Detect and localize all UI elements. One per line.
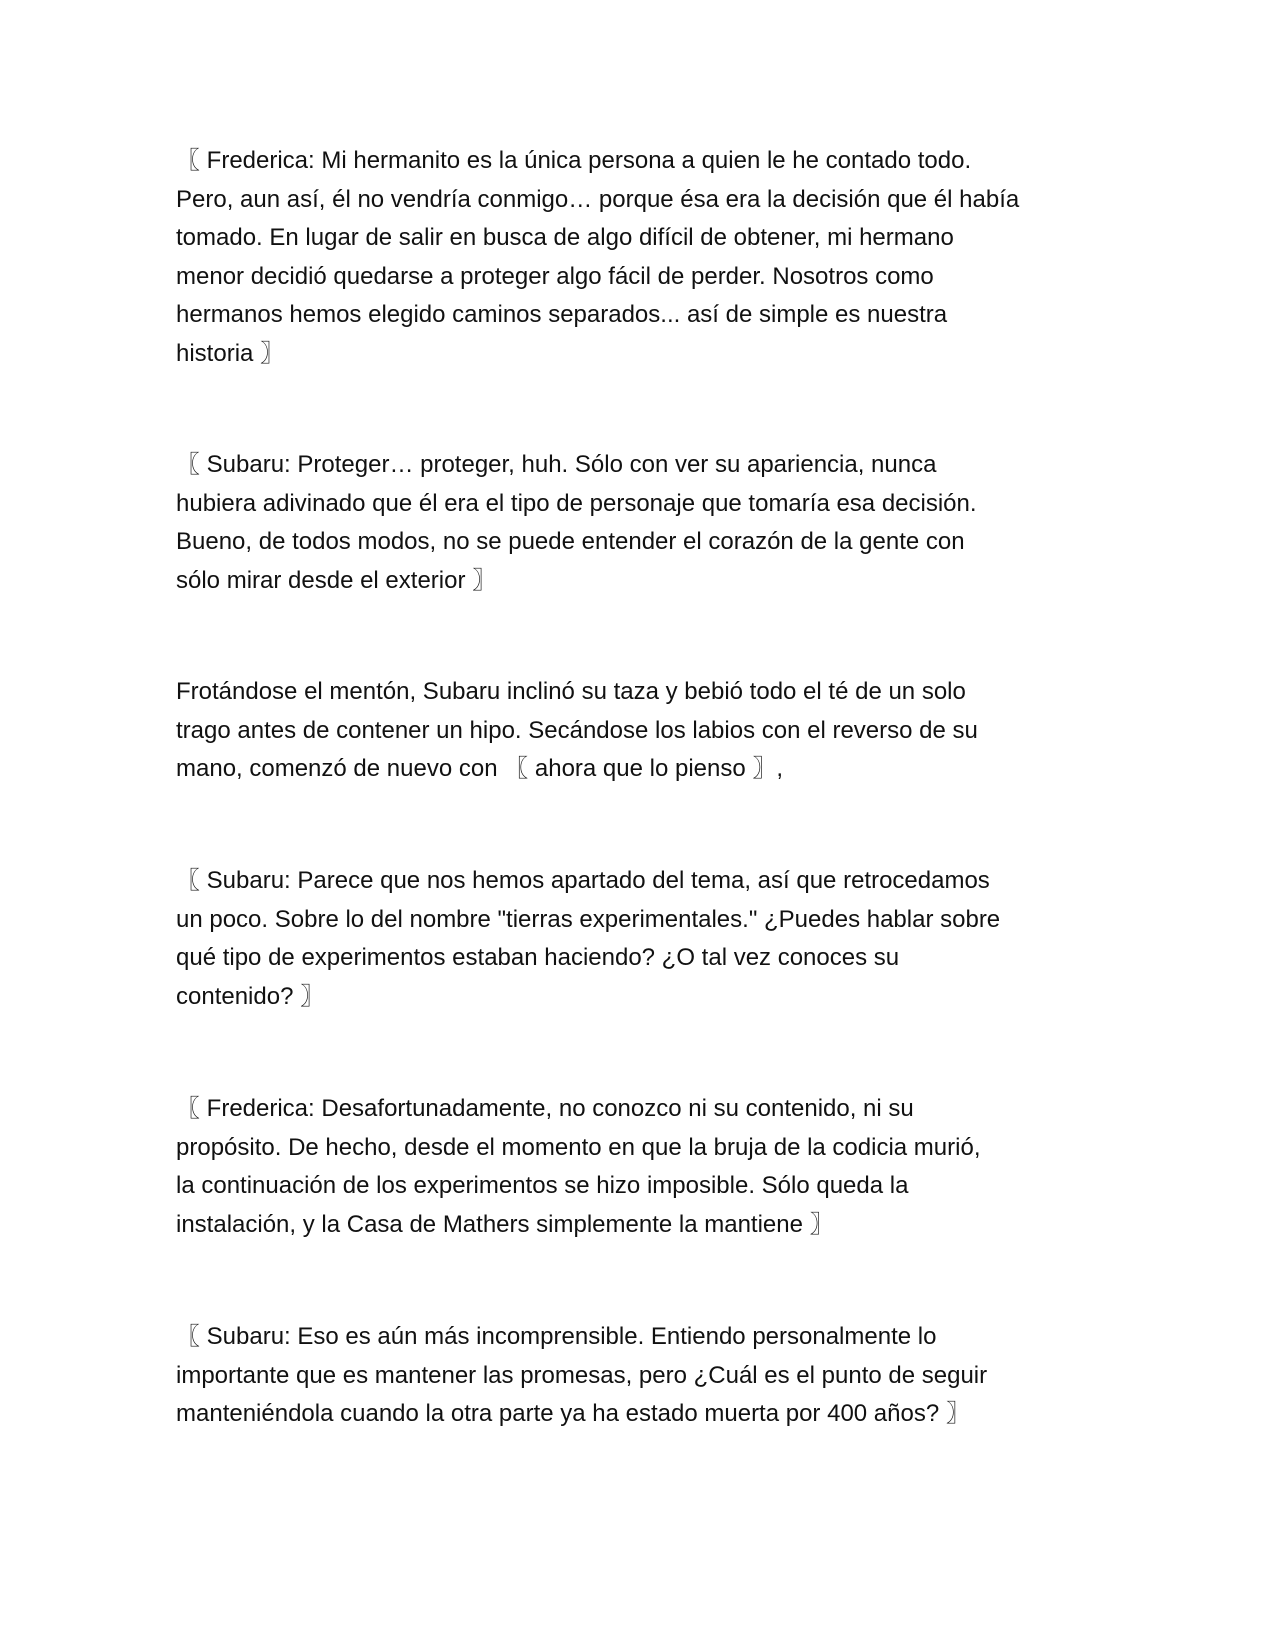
text-line: sólo mirar desde el exterior 〗	[176, 566, 497, 594]
text-line: hermanos hemos elegido caminos separados... así de simple es nuestra	[176, 301, 948, 328]
text-line: 〖 Subaru: Proteger… proteger, huh. Sólo con ver su apariencia, nunca	[176, 451, 937, 478]
text-line: tomado. En lugar de salir en busca de algo difícil de obtener, mi hermano	[176, 224, 954, 251]
text-line: Pero, aun así, él no vendría conmigo… porque ésa era la decisión que él había	[176, 185, 1020, 213]
text-line: instalación, y la Casa de Mathers simplemente la mantiene 〗	[176, 1210, 834, 1238]
paragraph-frederica-unknown	[176, 1090, 1096, 1244]
text-line: historia 〗	[176, 339, 285, 367]
text-line: Bueno, de todos modos, no se puede entender el corazón de la gente con	[176, 528, 965, 555]
text-line: mano, comenzó de nuevo con 〖 ahora que lo pienso 〗,	[176, 755, 784, 782]
text-line: 〖 Frederica: Desafortunadamente, no conozco ni su contenido, ni su	[176, 1095, 914, 1122]
paragraph-subaru-promises	[176, 1318, 1096, 1434]
text-line: menor decidió quedarse a proteger algo fácil de perder. Nosotros como	[176, 262, 934, 290]
text-line: Frotándose el mentón, Subaru inclinó su taza y bebió todo el té de un solo	[176, 678, 966, 705]
text-line: hubiera adivinado que él era el tipo de personaje que tomaría esa decisión.	[176, 489, 977, 517]
paragraph-subaru-experiments	[176, 862, 1096, 1016]
text-line: 〖 Subaru: Eso es aún más incomprensible. Entiendo personalmente lo	[176, 1323, 937, 1350]
text-line: contenido? 〗	[176, 982, 325, 1010]
text-line: un poco. Sobre lo del nombre "tierras experimentales." ¿Puedes hablar sobre	[176, 905, 1001, 933]
paragraph-frederica-brother	[176, 142, 1096, 373]
text-line: qué tipo de experimentos estaban haciendo? ¿O tal vez conoces su	[176, 944, 900, 971]
text-line: manteniéndola cuando la otra parte ya ha estado muerta por 400 años? 〗	[176, 1400, 970, 1427]
paragraph-subaru-protect	[176, 446, 1096, 600]
text-line: trago antes de contener un hipo. Secándose los labios con el reverso de su	[176, 716, 978, 744]
text-line: 〖 Subaru: Parece que nos hemos apartado del tema, así que retrocedamos	[176, 867, 990, 894]
text-line: importante que es mantener las promesas, pero ¿Cuál es el punto de seguir	[176, 1361, 988, 1389]
text-line: la continuación de los experimentos se hizo imposible. Sólo queda la	[176, 1172, 909, 1199]
paragraph-narration	[176, 673, 1096, 789]
text-line: propósito. De hecho, desde el momento en que la bruja de la codicia murió,	[176, 1133, 981, 1161]
text-line: 〖 Frederica: Mi hermanito es la única persona a quien le he contado todo.	[176, 147, 972, 174]
